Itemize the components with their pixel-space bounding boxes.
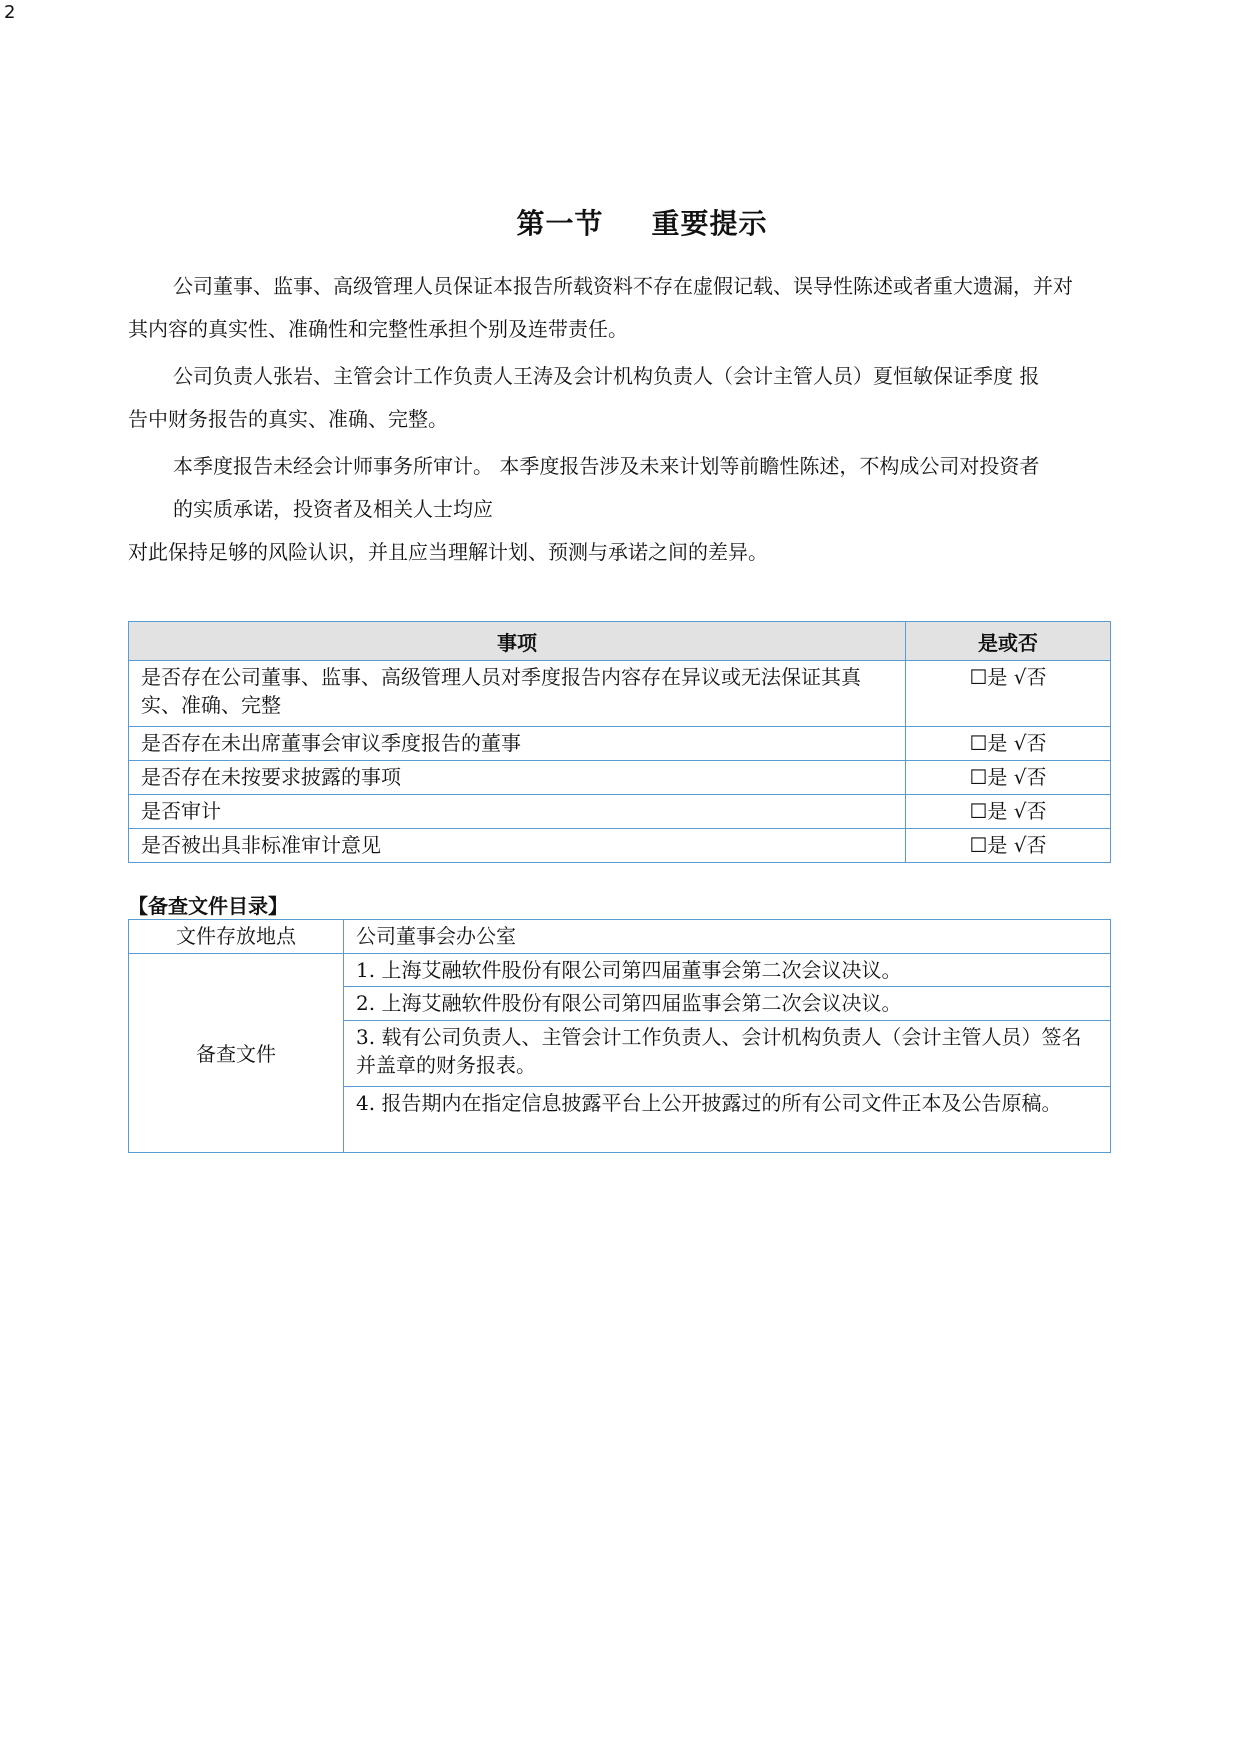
- location-label: 文件存放地点: [129, 920, 344, 954]
- doc-item: 1. 上海艾融软件股份有限公司第四届董事会第二次会议决议。: [344, 954, 1111, 987]
- confirmation-table: [128, 621, 1111, 863]
- item-cell: 是否被出具非标准审计意见: [129, 829, 906, 863]
- item-cell: 是否存在未按要求披露的事项: [129, 761, 906, 795]
- table-row: [129, 829, 1111, 863]
- answer-cell: ☐是 √否: [906, 795, 1111, 829]
- paragraph-line: 公司董事、监事、高级管理人员保证本报告所载资料不存在虚假记载、误导性陈述或者重大遗漏，并对: [173, 274, 1073, 298]
- table-row: [129, 661, 1111, 727]
- docs-table: [128, 919, 1111, 1153]
- header-item: 事项: [129, 622, 906, 661]
- answer-cell: ☐是 √否: [906, 661, 1111, 727]
- section-name: 重要提示: [651, 207, 768, 240]
- table-row: [129, 954, 1111, 987]
- table-header-row: [129, 622, 1111, 661]
- answer-cell: ☐是 √否: [906, 761, 1111, 795]
- docs-label: 备查文件: [129, 954, 344, 1153]
- answer-cell: ☐是 √否: [906, 727, 1111, 761]
- section-number: 第一节: [516, 207, 604, 240]
- header-yes-no: 是或否: [906, 622, 1111, 661]
- paragraph-line: 公司负责人张岩、主管会计工作负责人王涛及会计机构负责人（会计主管人员）夏恒敏保证季度 报: [173, 364, 1040, 388]
- doc-item: 2. 上海艾融软件股份有限公司第四届监事会第二次会议决议。: [344, 987, 1111, 1021]
- doc-item: 4. 报告期内在指定信息披露平台上公开披露过的所有公司文件正本及公告原稿。: [344, 1087, 1111, 1153]
- doc-item: 3. 载有公司负责人、主管会计工作负责人、会计机构负责人（会计主管人员）签名并盖章的财务报表。: [344, 1021, 1111, 1087]
- table-row: [129, 795, 1111, 829]
- item-cell: 是否存在公司董事、监事、高级管理人员对季度报告内容存在异议或无法保证其真实、准确、完整: [129, 661, 906, 727]
- paragraph-line: 告中财务报告的真实、准确、完整。: [128, 407, 448, 431]
- answer-cell: ☐是 √否: [906, 829, 1111, 863]
- location-value: 公司董事会办公室: [344, 920, 1111, 954]
- paragraph-line: 本季度报告未经会计师事务所审计。 本季度报告涉及未来计划等前瞻性陈述，不构成公司对投资者: [173, 454, 1040, 478]
- paragraph-line: 的实质承诺，投资者及相关人士均应: [173, 497, 493, 521]
- docs-heading: 【备查文件目录】: [128, 894, 288, 918]
- table-row: [129, 920, 1111, 954]
- paragraph-3: [128, 445, 1118, 574]
- section-title: [0, 202, 1240, 242]
- paragraph-1: [128, 265, 1118, 351]
- item-cell: 是否存在未出席董事会审议季度报告的董事: [129, 727, 906, 761]
- paragraph-line: 其内容的真实性、准确性和完整性承担个别及连带责任。: [128, 317, 628, 341]
- item-cell: 是否审计: [129, 795, 906, 829]
- paragraph-2: [128, 355, 1118, 441]
- paragraph-line: 对此保持足够的风险认识，并且应当理解计划、预测与承诺之间的差异。: [128, 540, 768, 564]
- table-row: [129, 727, 1111, 761]
- page-number: 2: [4, 2, 16, 23]
- table-row: [129, 761, 1111, 795]
